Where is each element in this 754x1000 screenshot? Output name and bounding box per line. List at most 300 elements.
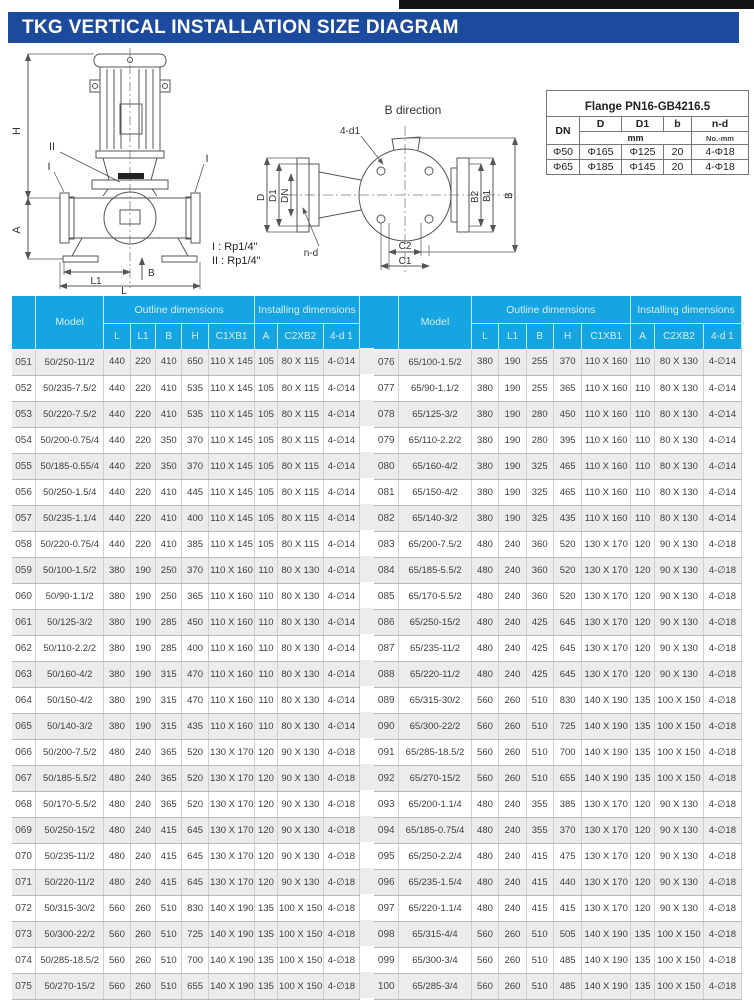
row-index-cell: 097 — [374, 895, 399, 921]
value-cell: 110 — [630, 505, 654, 531]
value-cell: 80 X 115 — [277, 453, 323, 479]
value-cell: 130 X 170 — [209, 765, 255, 791]
flange-table-body — [547, 145, 749, 175]
value-cell: 110 X 145 — [209, 479, 255, 505]
value-cell: 380 — [104, 557, 130, 583]
value-cell: 110 X 160 — [582, 401, 631, 427]
value-cell: 130 X 170 — [582, 531, 631, 557]
value-cell: 240 — [130, 765, 156, 791]
value-cell: 90 X 130 — [655, 531, 704, 557]
value-cell: 260 — [499, 739, 526, 765]
flange-value-cell: Φ145 — [622, 160, 664, 175]
model-cell: 50/235-1.1/4 — [36, 505, 104, 531]
table-row — [374, 921, 742, 947]
value-cell: 105 — [255, 349, 278, 375]
top-black-strip — [399, 0, 754, 9]
table-row — [374, 817, 742, 843]
flange-spec-table — [546, 90, 749, 175]
table-row — [374, 557, 742, 583]
install-group-header: Installing dimensions — [255, 296, 360, 324]
value-cell: 4-∅14 — [323, 583, 359, 609]
value-cell: 130 X 170 — [582, 661, 631, 687]
table-row — [12, 479, 360, 505]
row-index-cell: 064 — [12, 687, 36, 713]
table-row — [12, 791, 360, 817]
value-cell: 325 — [526, 505, 553, 531]
value-cell: 260 — [130, 921, 156, 947]
value-cell: 110 — [630, 401, 654, 427]
row-index-cell: 087 — [374, 635, 399, 661]
row-index-cell: 070 — [12, 843, 36, 869]
value-cell: 190 — [499, 401, 526, 427]
value-cell: 220 — [130, 349, 156, 375]
value-cell: 510 — [156, 895, 182, 921]
model-cell: 65/140-3/2 — [399, 505, 471, 531]
model-cell: 50/185-5.5/2 — [36, 765, 104, 791]
value-cell: 110 — [255, 661, 278, 687]
col-header-c2xb2: C2XB2 — [277, 324, 323, 350]
ports-note — [212, 240, 261, 268]
flange-value-cell: Φ65 — [547, 160, 580, 175]
value-cell: 110 X 145 — [209, 531, 255, 557]
model-cell: 65/200-1.1/4 — [399, 791, 471, 817]
value-cell: 130 X 170 — [209, 843, 255, 869]
value-cell: 110 X 160 — [209, 583, 255, 609]
value-cell: 520 — [553, 557, 582, 583]
flange-unit-mm: mm — [580, 132, 692, 145]
value-cell: 380 — [471, 453, 499, 479]
model-cell: 65/185-5.5/2 — [399, 557, 471, 583]
model-cell: 65/285-3/4 — [399, 973, 471, 999]
row-index-cell: 081 — [374, 479, 399, 505]
model-cell: 50/200-7.5/2 — [36, 739, 104, 765]
value-cell: 190 — [499, 427, 526, 453]
value-cell: 140 X 190 — [209, 973, 255, 999]
value-cell: 110 X 145 — [209, 453, 255, 479]
index-col-header — [12, 296, 36, 349]
flange-value-cell: Φ50 — [547, 145, 580, 160]
value-cell: 220 — [130, 479, 156, 505]
table-row — [12, 973, 360, 999]
table-row — [12, 869, 360, 895]
value-cell: 410 — [156, 349, 182, 375]
value-cell: 4-∅14 — [703, 479, 741, 505]
value-cell: 440 — [104, 349, 130, 375]
value-cell: 510 — [156, 921, 182, 947]
table-row — [12, 739, 360, 765]
col-header-l: L — [471, 324, 499, 350]
value-cell: 365 — [156, 791, 182, 817]
value-cell: 130 X 170 — [582, 895, 631, 921]
value-cell: 440 — [104, 505, 130, 531]
value-cell: 4-∅14 — [323, 479, 359, 505]
table-row — [12, 453, 360, 479]
value-cell: 240 — [130, 791, 156, 817]
value-cell: 260 — [499, 713, 526, 739]
value-cell: 425 — [526, 609, 553, 635]
model-cell: 50/220-7.5/2 — [36, 401, 104, 427]
flange-unit-nd: No.-mm — [692, 132, 749, 145]
value-cell: 4-∅18 — [323, 869, 359, 895]
dim-label-dn: DN — [280, 188, 291, 203]
value-cell: 90 X 130 — [277, 869, 323, 895]
model-cell: 50/110-2.2/2 — [36, 635, 104, 661]
dim-label-d1: D1 — [268, 189, 279, 202]
model-cell: 50/185-0.55/4 — [36, 453, 104, 479]
value-cell: 130 X 170 — [209, 739, 255, 765]
row-index-cell: 086 — [374, 609, 399, 635]
value-cell: 560 — [471, 921, 499, 947]
value-cell: 240 — [130, 817, 156, 843]
value-cell: 250 — [156, 557, 182, 583]
value-cell: 410 — [156, 401, 182, 427]
model-cell: 65/170-5.5/2 — [399, 583, 471, 609]
table-row — [374, 791, 742, 817]
value-cell: 485 — [553, 973, 582, 999]
value-cell: 4-∅14 — [703, 401, 741, 427]
model-cell: 50/250-11/2 — [36, 349, 104, 375]
value-cell: 110 X 145 — [209, 427, 255, 453]
value-cell: 135 — [630, 921, 654, 947]
row-index-cell: 071 — [12, 869, 36, 895]
model-cell: 50/200-0.75/4 — [36, 427, 104, 453]
value-cell: 4-∅18 — [703, 895, 741, 921]
value-cell: 435 — [553, 505, 582, 531]
value-cell: 510 — [526, 921, 553, 947]
row-index-cell: 085 — [374, 583, 399, 609]
flange-col-d1: D1 — [622, 117, 664, 132]
table-row — [374, 635, 742, 661]
value-cell: 240 — [499, 557, 526, 583]
col-header-c1xb1: C1XB1 — [582, 324, 631, 350]
b-direction-title: B direction — [384, 103, 442, 117]
value-cell: 260 — [499, 973, 526, 999]
value-cell: 560 — [104, 973, 130, 999]
value-cell: 280 — [526, 401, 553, 427]
value-cell: 130 X 170 — [582, 635, 631, 661]
value-cell: 80 X 130 — [655, 479, 704, 505]
model-cell: 50/220-11/2 — [36, 869, 104, 895]
value-cell: 480 — [104, 765, 130, 791]
flange-value-cell: 4-Φ18 — [692, 145, 749, 160]
model-cell: 65/110-2.2/2 — [399, 427, 471, 453]
value-cell: 510 — [156, 947, 182, 973]
value-cell: 110 X 145 — [209, 349, 255, 375]
value-cell: 130 X 170 — [209, 869, 255, 895]
value-cell: 315 — [156, 661, 182, 687]
value-cell: 80 X 130 — [655, 349, 704, 375]
value-cell: 110 — [255, 713, 278, 739]
value-cell: 410 — [156, 531, 182, 557]
value-cell: 130 X 170 — [209, 791, 255, 817]
value-cell: 395 — [553, 427, 582, 453]
row-index-cell: 083 — [374, 531, 399, 557]
value-cell: 560 — [471, 739, 499, 765]
model-cell: 65/235-11/2 — [399, 635, 471, 661]
value-cell: 120 — [255, 817, 278, 843]
value-cell: 135 — [255, 921, 278, 947]
value-cell: 370 — [182, 427, 209, 453]
value-cell: 140 X 190 — [209, 947, 255, 973]
value-cell: 4-∅14 — [323, 453, 359, 479]
table-row — [374, 869, 742, 895]
dim-label-h: H — [11, 127, 23, 135]
value-cell: 4-∅18 — [703, 869, 741, 895]
row-index-cell: 078 — [374, 401, 399, 427]
value-cell: 510 — [156, 973, 182, 999]
value-cell: 4-∅18 — [323, 765, 359, 791]
value-cell: 80 X 130 — [277, 661, 323, 687]
value-cell: 110 X 160 — [582, 375, 631, 401]
value-cell: 370 — [182, 557, 209, 583]
table-row — [374, 843, 742, 869]
model-cell: 50/235-11/2 — [36, 843, 104, 869]
value-cell: 4-∅18 — [703, 921, 741, 947]
value-cell: 510 — [526, 687, 553, 713]
col-header-l1: L1 — [130, 324, 156, 350]
value-cell: 4-∅18 — [323, 947, 359, 973]
row-index-cell: 056 — [12, 479, 36, 505]
value-cell: 4-∅18 — [323, 921, 359, 947]
dim-label-c2: C2 — [398, 241, 412, 252]
table-row — [374, 479, 742, 505]
value-cell: 645 — [553, 661, 582, 687]
value-cell: 110 — [255, 557, 278, 583]
value-cell: 485 — [553, 947, 582, 973]
value-cell: 140 X 190 — [582, 921, 631, 947]
value-cell: 110 X 160 — [582, 479, 631, 505]
value-cell: 190 — [130, 609, 156, 635]
value-cell: 255 — [526, 349, 553, 375]
value-cell: 725 — [553, 713, 582, 739]
value-cell: 365 — [156, 765, 182, 791]
value-cell: 100 X 150 — [277, 921, 323, 947]
model-cell: 50/270-15/2 — [36, 973, 104, 999]
model-cell: 65/160-4/2 — [399, 453, 471, 479]
value-cell: 110 X 160 — [209, 661, 255, 687]
row-index-cell: 069 — [12, 817, 36, 843]
value-cell: 240 — [130, 869, 156, 895]
value-cell: 410 — [156, 505, 182, 531]
value-cell: 450 — [182, 609, 209, 635]
value-cell: 100 X 150 — [655, 687, 704, 713]
value-cell: 240 — [499, 843, 526, 869]
model-cell: 65/185-0.75/4 — [399, 817, 471, 843]
model-cell: 50/90-1.1/2 — [36, 583, 104, 609]
value-cell: 90 X 130 — [655, 895, 704, 921]
value-cell: 80 X 130 — [655, 401, 704, 427]
table-row — [374, 375, 742, 401]
value-cell: 90 X 130 — [655, 635, 704, 661]
row-index-cell: 051 — [12, 349, 36, 375]
value-cell: 240 — [499, 895, 526, 921]
value-cell: 190 — [130, 557, 156, 583]
value-cell: 100 X 150 — [655, 739, 704, 765]
value-cell: 520 — [553, 583, 582, 609]
value-cell: 190 — [499, 479, 526, 505]
row-index-cell: 063 — [12, 661, 36, 687]
value-cell: 380 — [104, 687, 130, 713]
value-cell: 260 — [130, 895, 156, 921]
value-cell: 355 — [526, 817, 553, 843]
value-cell: 105 — [255, 427, 278, 453]
row-index-cell: 068 — [12, 791, 36, 817]
value-cell: 505 — [553, 921, 582, 947]
value-cell: 130 X 170 — [582, 869, 631, 895]
value-cell: 480 — [471, 661, 499, 687]
value-cell: 560 — [471, 947, 499, 973]
value-cell: 830 — [553, 687, 582, 713]
model-cell: 50/160-4/2 — [36, 661, 104, 687]
table-row — [374, 739, 742, 765]
model-cell: 65/125-3/2 — [399, 401, 471, 427]
value-cell: 655 — [553, 765, 582, 791]
value-cell: 4-∅14 — [323, 401, 359, 427]
value-cell: 240 — [499, 791, 526, 817]
value-cell: 80 X 130 — [655, 375, 704, 401]
value-cell: 110 — [255, 687, 278, 713]
value-cell: 135 — [630, 739, 654, 765]
value-cell: 240 — [499, 583, 526, 609]
value-cell: 130 X 170 — [582, 609, 631, 635]
col-header-a: A — [255, 324, 278, 350]
value-cell: 120 — [255, 791, 278, 817]
value-cell: 535 — [182, 375, 209, 401]
value-cell: 480 — [471, 583, 499, 609]
value-cell: 190 — [499, 505, 526, 531]
value-cell: 140 X 190 — [582, 947, 631, 973]
value-cell: 380 — [471, 479, 499, 505]
row-index-cell: 065 — [12, 713, 36, 739]
value-cell: 260 — [130, 947, 156, 973]
value-cell: 240 — [499, 531, 526, 557]
value-cell: 80 X 115 — [277, 505, 323, 531]
value-cell: 480 — [104, 869, 130, 895]
install-group-header: Installing dimensions — [630, 296, 741, 324]
value-cell: 110 X 160 — [582, 505, 631, 531]
value-cell: 325 — [526, 479, 553, 505]
row-index-cell: 073 — [12, 921, 36, 947]
table-row — [12, 921, 360, 947]
col-header-l: L — [104, 324, 130, 350]
value-cell: 130 X 170 — [582, 817, 631, 843]
value-cell: 110 X 160 — [209, 609, 255, 635]
value-cell: 510 — [526, 713, 553, 739]
flange-col-b: b — [664, 117, 692, 132]
value-cell: 135 — [630, 765, 654, 791]
value-cell: 90 X 130 — [655, 557, 704, 583]
flange-col-d: D — [580, 117, 622, 132]
value-cell: 100 X 150 — [655, 921, 704, 947]
value-cell: 255 — [526, 375, 553, 401]
value-cell: 725 — [182, 921, 209, 947]
value-cell: 80 X 115 — [277, 531, 323, 557]
value-cell: 80 X 130 — [277, 635, 323, 661]
value-cell: 80 X 130 — [655, 427, 704, 453]
col-header-4d1: 4-d 1 — [323, 324, 359, 350]
value-cell: 415 — [553, 895, 582, 921]
value-cell: 90 X 130 — [655, 661, 704, 687]
value-cell: 135 — [630, 687, 654, 713]
size-table-left-body — [12, 349, 360, 999]
value-cell: 380 — [471, 375, 499, 401]
row-index-cell: 057 — [12, 505, 36, 531]
dim-label-d: D — [256, 193, 267, 201]
index-col-header — [374, 296, 399, 349]
value-cell: 110 — [630, 427, 654, 453]
col-header-h: H — [182, 324, 209, 350]
value-cell: 110 X 160 — [209, 687, 255, 713]
value-cell: 4-∅18 — [323, 895, 359, 921]
value-cell: 120 — [255, 843, 278, 869]
model-cell: 50/300-22/2 — [36, 921, 104, 947]
value-cell: 90 X 130 — [655, 869, 704, 895]
value-cell: 4-∅14 — [323, 609, 359, 635]
value-cell: 105 — [255, 453, 278, 479]
model-cell: 50/125-3/2 — [36, 609, 104, 635]
value-cell: 120 — [630, 895, 654, 921]
flange-value-cell: 4-Φ18 — [692, 160, 749, 175]
value-cell: 325 — [526, 453, 553, 479]
value-cell: 120 — [630, 531, 654, 557]
value-cell: 220 — [130, 401, 156, 427]
value-cell: 120 — [255, 869, 278, 895]
value-cell: 100 X 150 — [277, 947, 323, 973]
value-cell: 110 — [255, 609, 278, 635]
row-index-cell: 060 — [12, 583, 36, 609]
table-row — [374, 349, 742, 375]
table-row — [12, 349, 360, 375]
value-cell: 520 — [182, 791, 209, 817]
flange-col-nd: n-d — [692, 117, 749, 132]
row-index-cell: 075 — [12, 973, 36, 999]
value-cell: 435 — [182, 713, 209, 739]
value-cell: 80 X 130 — [655, 453, 704, 479]
value-cell: 105 — [255, 401, 278, 427]
value-cell: 80 X 115 — [277, 349, 323, 375]
value-cell: 105 — [255, 479, 278, 505]
row-index-cell: 095 — [374, 843, 399, 869]
value-cell: 130 X 170 — [582, 843, 631, 869]
model-cell: 65/250-15/2 — [399, 609, 471, 635]
outline-group-header: Outline dimensions — [104, 296, 255, 324]
value-cell: 560 — [104, 921, 130, 947]
value-cell: 520 — [553, 531, 582, 557]
table-row — [374, 531, 742, 557]
model-cell: 50/150-4/2 — [36, 687, 104, 713]
value-cell: 110 X 160 — [582, 427, 631, 453]
b-direction-diagram — [253, 100, 545, 290]
value-cell: 315 — [156, 713, 182, 739]
value-cell: 645 — [182, 869, 209, 895]
value-cell: 4-∅18 — [703, 765, 741, 791]
value-cell: 440 — [104, 479, 130, 505]
value-cell: 380 — [471, 401, 499, 427]
value-cell: 100 X 150 — [655, 713, 704, 739]
value-cell: 135 — [255, 947, 278, 973]
row-index-cell: 093 — [374, 791, 399, 817]
model-cell: 50/220-0.75/4 — [36, 531, 104, 557]
value-cell: 560 — [104, 947, 130, 973]
row-index-cell: 082 — [374, 505, 399, 531]
value-cell: 110 X 145 — [209, 375, 255, 401]
value-cell: 440 — [104, 531, 130, 557]
value-cell: 260 — [130, 973, 156, 999]
model-cell: 65/220-11/2 — [399, 661, 471, 687]
table-row — [12, 375, 360, 401]
value-cell: 285 — [156, 635, 182, 661]
value-cell: 470 — [182, 687, 209, 713]
